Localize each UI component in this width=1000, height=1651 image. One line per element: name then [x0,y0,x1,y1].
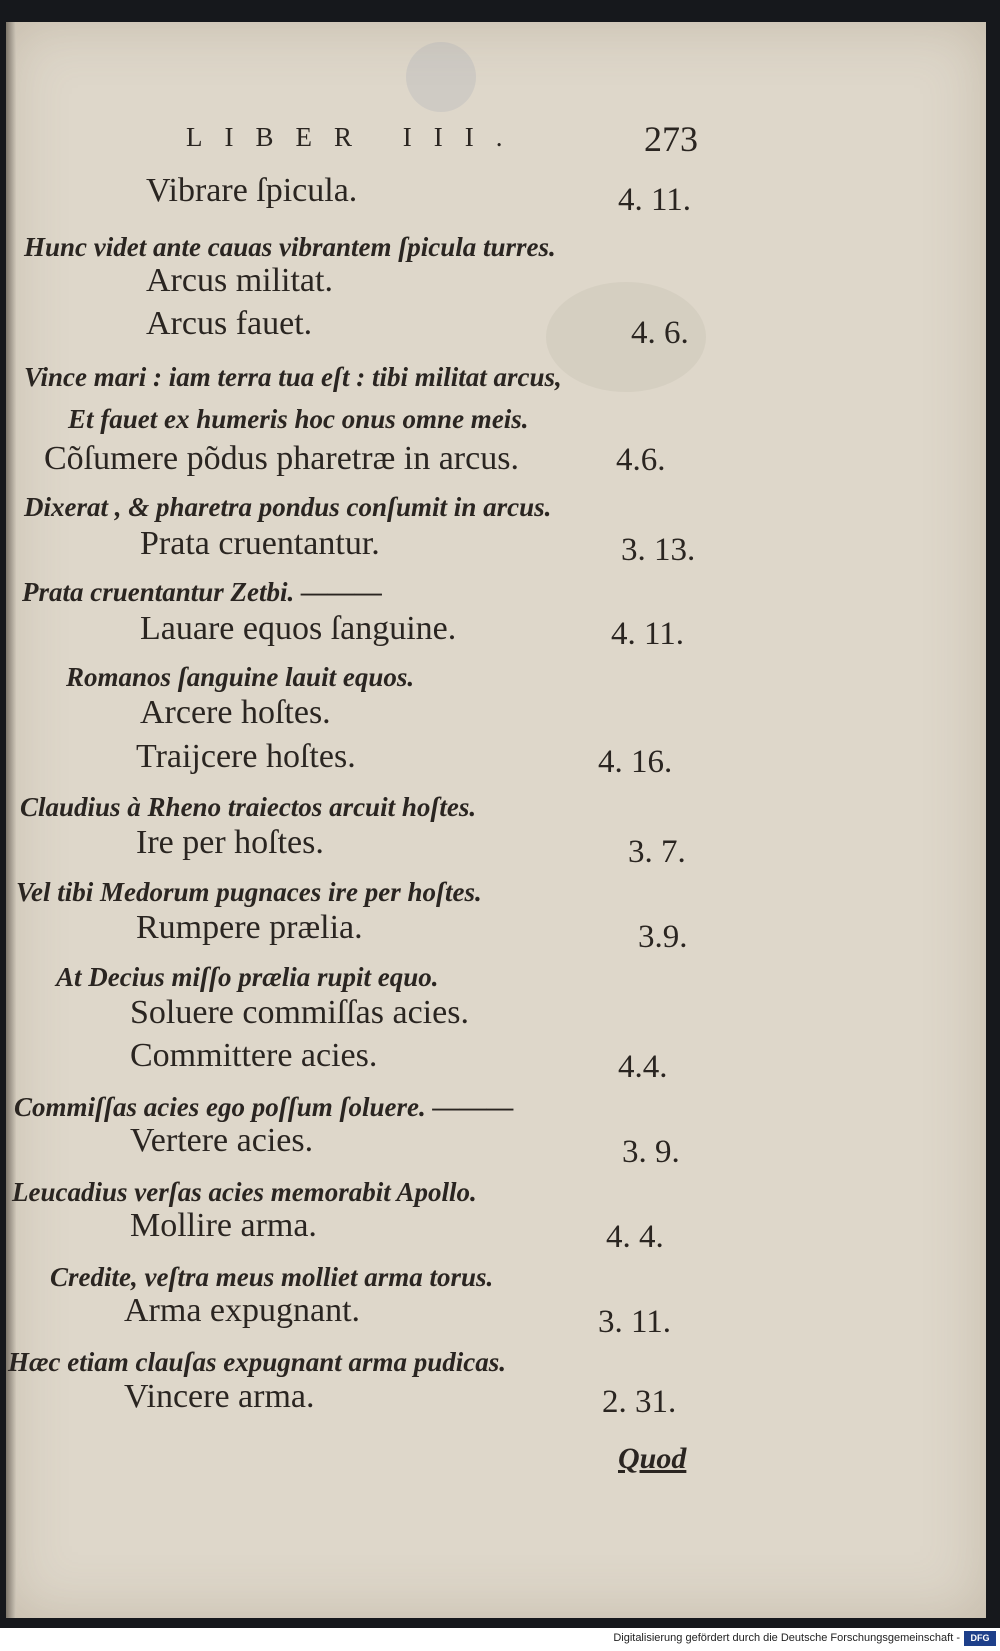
reference-number: 4.6. [616,442,666,478]
quote-line: Vel tibi Medorum pugnaces ire per hoſtes. [16,877,482,907]
phrase-line: Prata cruentantur. [140,525,380,562]
reference-number: 3. 7. [628,834,686,870]
quote-line: Vince mari : iam terra tua eſt : tibi militat arcus, [24,362,562,392]
running-head: LIBER III. [186,122,525,152]
digitization-footer [0,1628,1000,1651]
phrase-line: Ire per hoſtes. [136,824,324,861]
quote-line: Romanos ſanguine lauit equos. [66,662,415,692]
reference-number: 4. 4. [606,1219,664,1255]
reference-number: 3. 9. [622,1134,680,1170]
quote-line: Leucadius verſas acies memorabit Apollo. [12,1177,477,1207]
phrase-line: Mollire arma. [130,1207,317,1244]
quote-line: Hæc etiam clauſas expugnant arma pudicas. [8,1347,507,1377]
quote-line: Claudius à Rheno traiectos arcuit hoſtes. [20,792,477,822]
book-page [6,22,986,1618]
phrase-line: Rumpere prælia. [136,909,363,946]
reference-number: 4. 11. [611,616,685,652]
phrase-line: Arcus fauet. [146,305,313,342]
phrase-line: Vertere acies. [130,1122,314,1159]
phrase-line: Vincere arma. [124,1378,315,1415]
quote-line: Commiſſas acies ego poſſum ſoluere. ——— [14,1092,514,1122]
dfg-logo: DFG [964,1631,996,1646]
reference-number: 3. 13. [621,532,696,568]
reference-number: 4.4. [618,1049,668,1085]
phrase-line: Traijcere hoſtes. [136,738,356,775]
phrase-line: Arcere hoſtes. [140,694,331,731]
digitization-credit: Digitalisierung gefördert durch die Deutsche Forschungsgemeinschaft - [613,1632,960,1644]
catchword: Quod [618,1442,687,1475]
reference-number: 2. 31. [602,1384,677,1420]
quote-line: Dixerat , & pharetra pondus conſumit in arcus. [24,492,552,522]
quote-line: Prata cruentantur Zetbi. ——— [22,577,383,607]
phrase-line: Arma expugnant. [124,1292,361,1329]
quote-line: Et fauet ex humeris hoc onus omne meis. [68,404,529,434]
phrase-line: Committere acies. [130,1037,378,1074]
quote-line: At Decius miſſo prælia rupit equo. [56,962,439,992]
phrase-line: Vibrare ſpicula. [146,172,358,209]
reference-number: 4. 16. [598,744,673,780]
reference-number: 3. 11. [598,1304,672,1340]
phrase-line: Arcus militat. [146,262,333,299]
page-gutter-edge [6,22,16,1618]
reference-number: 4. 11. [618,182,692,218]
phrase-line: Soluere commiſſas acies. [130,994,469,1031]
paper-stain [406,42,476,112]
phrase-line: Lauare equos ſanguine. [140,610,457,647]
quote-line: Credite, veſtra meus molliet arma torus. [50,1262,494,1292]
phrase-line: Cõſumere põdus pharetræ in arcus. [44,440,519,477]
page-number: 273 [644,119,698,159]
quote-line: Hunc videt ante cauas vibrantem ſpicula turres. [24,232,556,262]
reference-number: 3.9. [638,919,688,955]
reference-number: 4. 6. [631,315,689,351]
